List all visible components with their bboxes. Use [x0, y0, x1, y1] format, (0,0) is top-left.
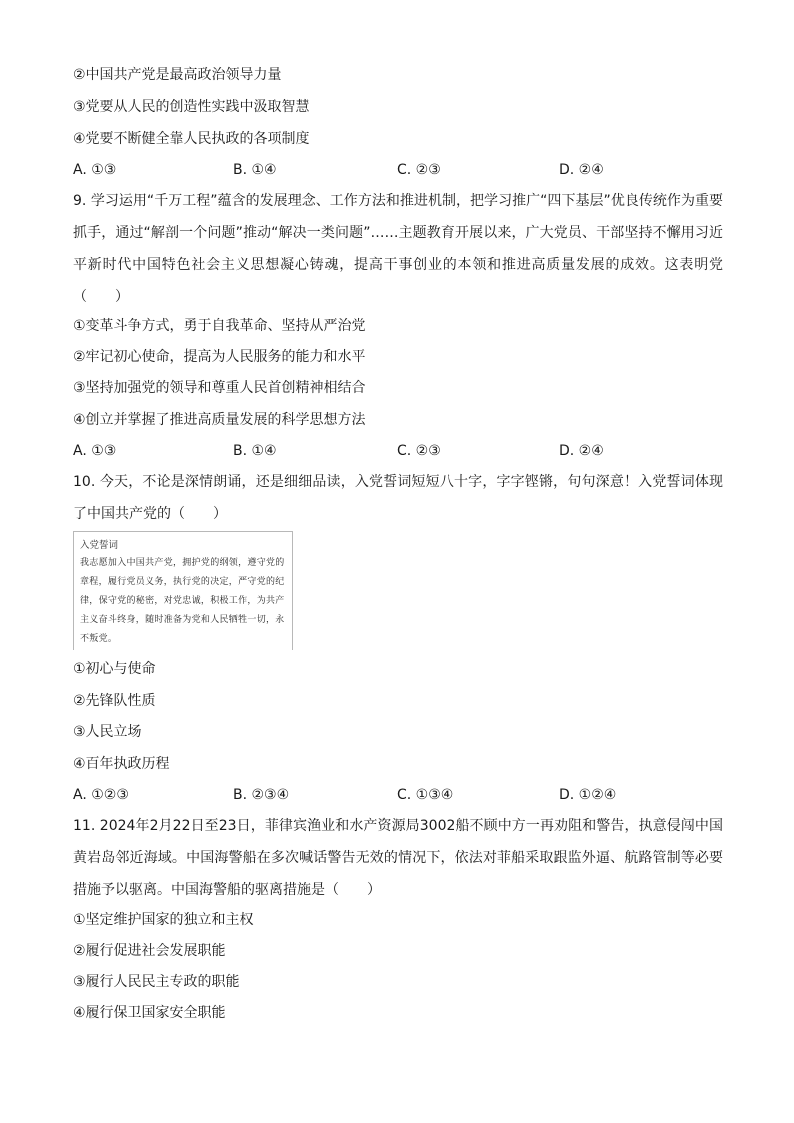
q9-option-d: D. ②④: [559, 443, 604, 459]
q9-options: [73, 442, 723, 460]
q8-option-b: B. ①④: [233, 162, 277, 178]
q10-item-3: ③人民立场: [73, 724, 142, 740]
oath-figure: [73, 531, 293, 650]
q8-option-d: D. ②④: [559, 162, 604, 178]
q8-item-2: ②中国共产党是最高政治领导力量: [73, 67, 282, 83]
q9-stem: 9. 学习运用“千万工程”蕴含的发展理念、工作方法和推进机制，把学习推广“四下基层”优良传统作为重要抓手，通过“解剖一个问题”推动“解决一类问题”……主题教育开展以来，广大党员、干部坚持不懈用习近平新时代中国特色社会主义思想凝心铸魂，提高干事创业的本领和推进高质量发展的成效。这表明党（ ）: [73, 193, 723, 305]
q10-item-1: ①初心与使命: [73, 661, 156, 677]
q10-option-d: D. ①②④: [559, 787, 617, 803]
q8-option-a: A. ①③: [73, 162, 117, 178]
q11-item-1: ①坚定维护国家的独立和主权: [73, 912, 254, 928]
q8-item-3: ③党要从人民的创造性实践中汲取智慧: [73, 99, 310, 115]
q9-option-b: B. ①④: [233, 443, 277, 459]
q11-item-2: ②履行促进社会发展职能: [73, 943, 226, 959]
q9-option-a: A. ①③: [73, 443, 117, 459]
oath-body: 我志愿加入中国共产党，拥护党的纲领，遵守党的章程，履行党员义务，执行党的决定，严守党的纪律，保守党的秘密，对党忠诚，积极工作，为共产主义奋斗终身，随时准备为党和人民牺牲一切，永不叛党。: [80, 558, 285, 644]
q8-item-4: ④党要不断健全靠人民执政的各项制度: [73, 131, 310, 147]
q8-options: [73, 161, 723, 179]
oath-title: 入党誓词: [80, 540, 119, 551]
q10-item-2: ②先锋队性质: [73, 693, 156, 709]
q9-item-1: ①变革斗争方式，勇于自我革命、坚持从严治党: [73, 318, 366, 334]
q10-option-a: A. ①②③: [73, 787, 129, 803]
q9-item-3: ③坚持加强党的领导和尊重人民首创精神相结合: [73, 380, 366, 396]
q10-option-b: B. ②③④: [233, 787, 290, 803]
q10-option-c: C. ①③④: [397, 787, 454, 803]
q10-item-4: ④百年执政历程: [73, 756, 170, 772]
q9-item-2: ②牢记初心使命，提高为人民服务的能力和水平: [73, 349, 366, 365]
q11-stem: 11. 2024年2月22日至23日，菲律宾渔业和水产资源局3002船不顾中方一再劝阻和警告，执意侵闯中国黄岩岛邻近海域。中国海警船在多次喊话警告无效的情况下，依法对菲船采取跟监外逼、航路管制等必要措施予以驱离。中国海警船的驱离措施是（ ）: [73, 818, 723, 898]
q10-options: [73, 786, 723, 804]
q8-option-c: C. ②③: [397, 162, 441, 178]
q11-item-3: ③履行人民民主专政的职能: [73, 974, 240, 990]
q11-item-4: ④履行保卫国家安全职能: [73, 1005, 226, 1021]
q9-option-c: C. ②③: [397, 443, 441, 459]
q10-stem: 10. 今天，不论是深情朗诵，还是细细品读，入党誓词短短八十字，字字铿锵，句句深意！入党誓词体现了中国共产党的（ ）: [73, 474, 723, 522]
q9-item-4: ④创立并掌握了推进高质量发展的科学思想方法: [73, 412, 366, 428]
